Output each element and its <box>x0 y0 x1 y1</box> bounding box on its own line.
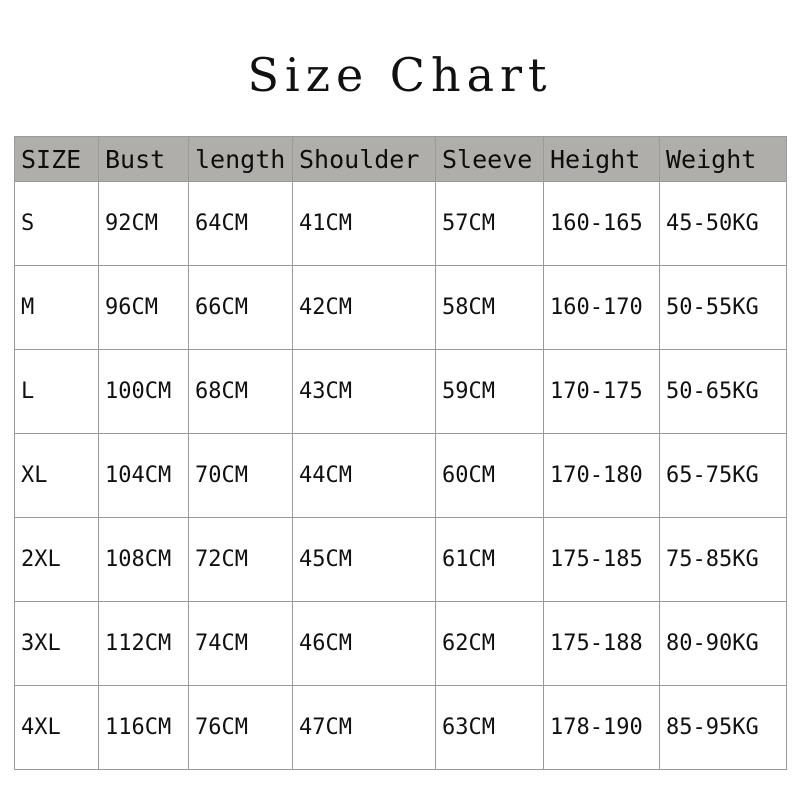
cell-sleeve: 60CM <box>436 434 544 518</box>
cell-bust: 108CM <box>99 518 189 602</box>
table-row <box>15 686 787 770</box>
cell-height: 170-175 <box>544 350 660 434</box>
cell-shoulder: 44CM <box>293 434 436 518</box>
column-header-weight: Weight <box>660 137 787 182</box>
size-chart-table-container <box>14 136 786 770</box>
cell-bust: 104CM <box>99 434 189 518</box>
cell-length: 76CM <box>189 686 293 770</box>
cell-weight: 45-50KG <box>660 182 787 266</box>
cell-size: 2XL <box>15 518 99 602</box>
cell-size: L <box>15 350 99 434</box>
cell-length: 66CM <box>189 266 293 350</box>
cell-weight: 80-90KG <box>660 602 787 686</box>
table-row <box>15 602 787 686</box>
cell-weight: 65-75KG <box>660 434 787 518</box>
cell-height: 160-165 <box>544 182 660 266</box>
cell-sleeve: 61CM <box>436 518 544 602</box>
column-header-sleeve: Sleeve <box>436 137 544 182</box>
cell-shoulder: 45CM <box>293 518 436 602</box>
cell-size: XL <box>15 434 99 518</box>
cell-shoulder: 42CM <box>293 266 436 350</box>
table-row <box>15 182 787 266</box>
cell-sleeve: 58CM <box>436 266 544 350</box>
cell-sleeve: 59CM <box>436 350 544 434</box>
column-header-size: SIZE <box>15 137 99 182</box>
cell-size: S <box>15 182 99 266</box>
cell-height: 170-180 <box>544 434 660 518</box>
column-header-shoulder: Shoulder <box>293 137 436 182</box>
cell-bust: 100CM <box>99 350 189 434</box>
cell-height: 175-188 <box>544 602 660 686</box>
cell-sleeve: 63CM <box>436 686 544 770</box>
cell-weight: 75-85KG <box>660 518 787 602</box>
cell-shoulder: 47CM <box>293 686 436 770</box>
table-row <box>15 518 787 602</box>
cell-weight: 85-95KG <box>660 686 787 770</box>
cell-length: 72CM <box>189 518 293 602</box>
cell-weight: 50-55KG <box>660 266 787 350</box>
table-row <box>15 350 787 434</box>
column-header-height: Height <box>544 137 660 182</box>
table-row <box>15 266 787 350</box>
page-title: Size Chart <box>247 48 553 102</box>
cell-shoulder: 43CM <box>293 350 436 434</box>
cell-length: 68CM <box>189 350 293 434</box>
table-body <box>15 182 787 770</box>
column-header-bust: Bust <box>99 137 189 182</box>
cell-bust: 116CM <box>99 686 189 770</box>
cell-weight: 50-65KG <box>660 350 787 434</box>
cell-bust: 92CM <box>99 182 189 266</box>
cell-shoulder: 46CM <box>293 602 436 686</box>
cell-bust: 112CM <box>99 602 189 686</box>
size-chart-table <box>14 136 787 770</box>
table-header <box>15 137 787 182</box>
cell-height: 178-190 <box>544 686 660 770</box>
cell-bust: 96CM <box>99 266 189 350</box>
table-header-row <box>15 137 787 182</box>
cell-length: 70CM <box>189 434 293 518</box>
cell-length: 64CM <box>189 182 293 266</box>
cell-height: 160-170 <box>544 266 660 350</box>
table-row <box>15 434 787 518</box>
cell-size: 3XL <box>15 602 99 686</box>
cell-size: M <box>15 266 99 350</box>
cell-height: 175-185 <box>544 518 660 602</box>
cell-sleeve: 57CM <box>436 182 544 266</box>
cell-sleeve: 62CM <box>436 602 544 686</box>
column-header-length: length <box>189 137 293 182</box>
cell-shoulder: 41CM <box>293 182 436 266</box>
cell-size: 4XL <box>15 686 99 770</box>
cell-length: 74CM <box>189 602 293 686</box>
